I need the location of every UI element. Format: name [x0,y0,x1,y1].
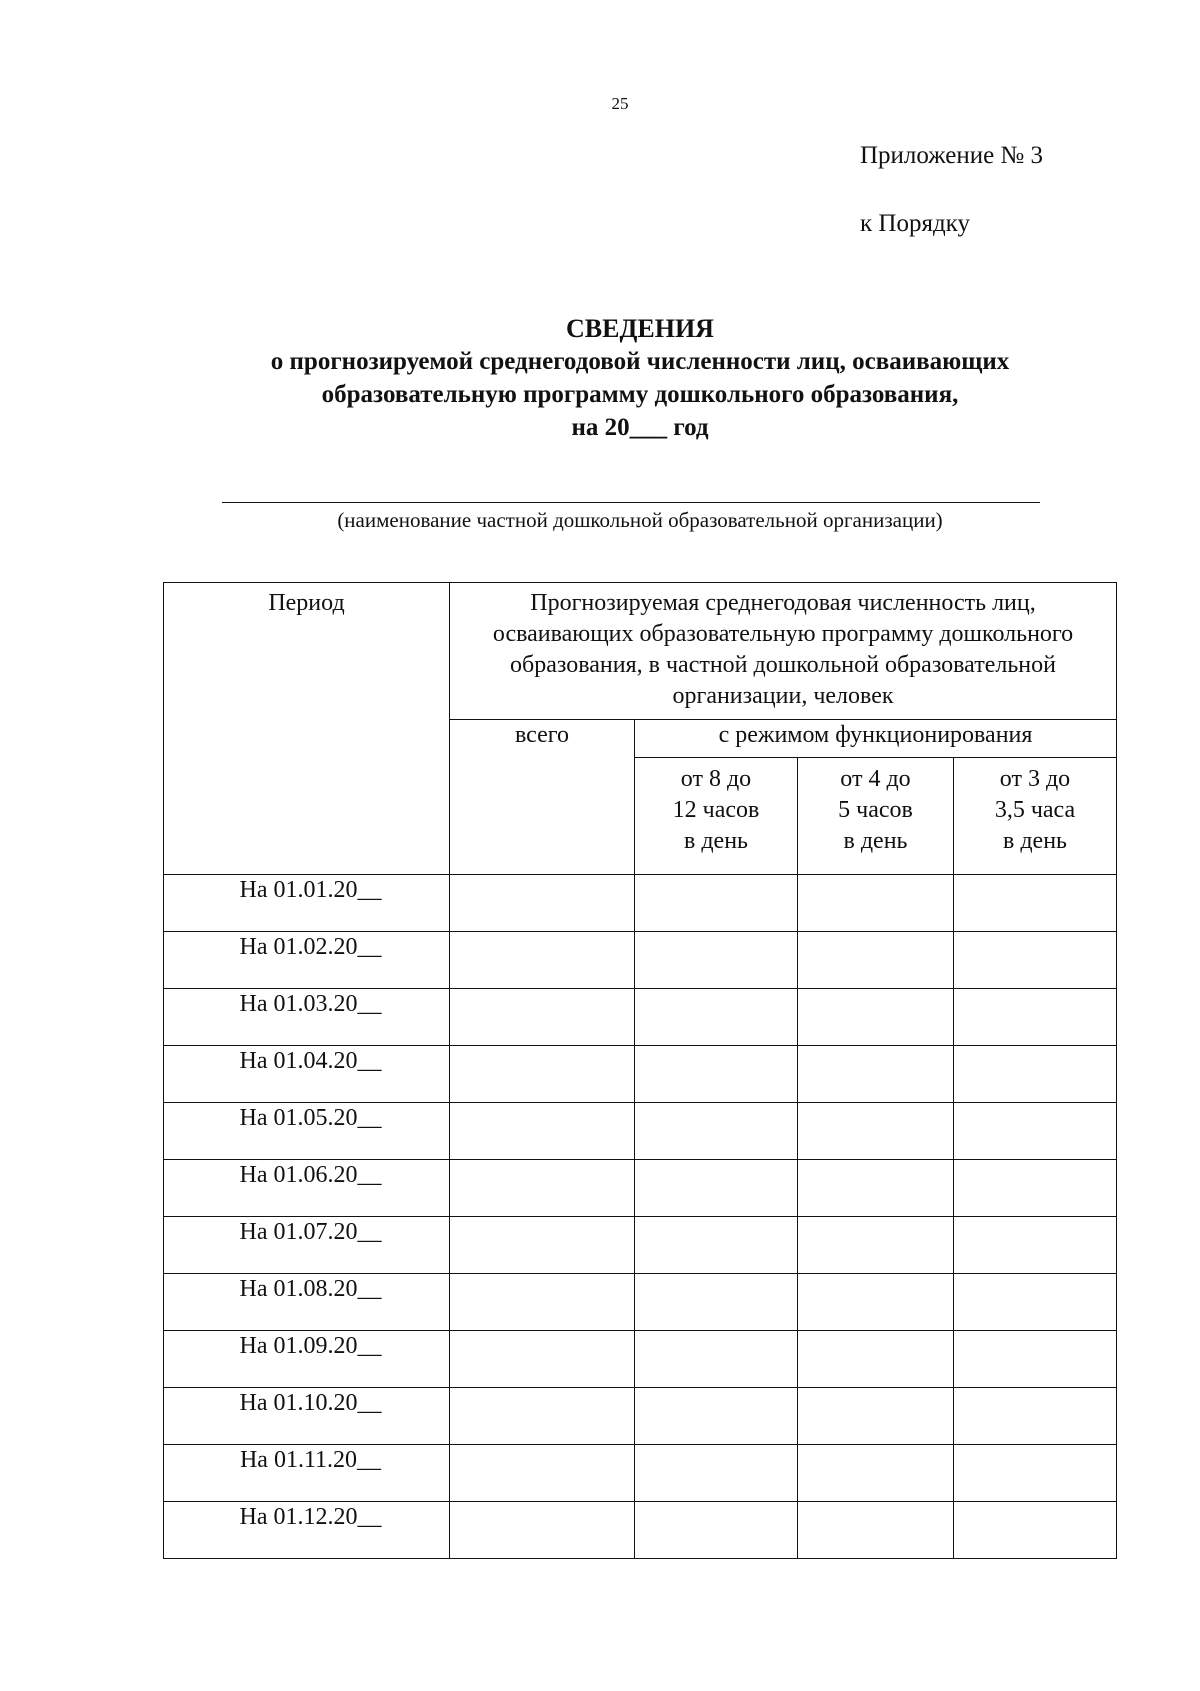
period-cell: На 01.05.20__ [164,1103,450,1160]
value-cell-mode-4-5 [798,1331,954,1388]
value-cell-mode-8-12 [635,1103,798,1160]
value-cell-mode-8-12 [635,989,798,1046]
header-mode-4-5-hours: от 4 до 5 часов в день [798,758,954,875]
value-cell-total [450,1217,635,1274]
value-cell-mode-4-5 [798,1217,954,1274]
table-row [164,1103,1117,1160]
forecast-table [163,582,1117,1559]
value-cell-total [450,1331,635,1388]
value-cell-mode-4-5 [798,1388,954,1445]
table-row [164,932,1117,989]
period-cell: На 01.04.20__ [164,1046,450,1103]
organization-name-caption: (наименование частной дошкольной образовательной организации) [337,508,943,532]
period-cell: На 01.12.20__ [164,1502,450,1559]
value-cell-mode-8-12 [635,1217,798,1274]
value-cell-mode-4-5 [798,1103,954,1160]
value-cell-mode-8-12 [635,1388,798,1445]
value-cell-total [450,989,635,1046]
period-cell: На 01.08.20__ [164,1274,450,1331]
value-cell-total [450,1103,635,1160]
table-row [164,1502,1117,1559]
value-cell-total [450,932,635,989]
document-title-block [160,312,1120,444]
value-cell-mode-8-12 [635,1274,798,1331]
value-cell-mode-3-3-5 [954,1217,1117,1274]
value-cell-mode-3-3-5 [954,1274,1117,1331]
value-cell-mode-3-3-5 [954,1502,1117,1559]
header-mode-3-3-5-hours: от 3 до 3,5 часа в день [954,758,1117,875]
table-row [164,1046,1117,1103]
value-cell-total [450,1274,635,1331]
header-mode-8-12-hours: от 8 до 12 часов в день [635,758,798,875]
header-operating-mode: с режимом функционирования [635,720,1117,758]
period-cell: На 01.09.20__ [164,1331,450,1388]
value-cell-mode-4-5 [798,932,954,989]
value-cell-mode-3-3-5 [954,1103,1117,1160]
value-cell-mode-8-12 [635,1046,798,1103]
value-cell-mode-4-5 [798,875,954,932]
period-cell: На 01.11.20__ [164,1445,450,1502]
order-reference: к Порядку [860,210,970,237]
value-cell-total [450,1160,635,1217]
document-title: СВЕДЕНИЯ [566,314,714,343]
header-total: всего [450,720,635,875]
document-subtitle-line-1: о прогнозируемой среднегодовой численности лиц, осваивающих [270,348,1010,375]
table-row [164,1388,1117,1445]
value-cell-mode-3-3-5 [954,875,1117,932]
period-cell: На 01.10.20__ [164,1388,450,1445]
period-cell: На 01.07.20__ [164,1217,450,1274]
value-cell-mode-8-12 [635,1445,798,1502]
value-cell-mode-3-3-5 [954,989,1117,1046]
value-cell-total [450,875,635,932]
document-subtitle-line-3: на 20___ год [571,414,709,441]
table-row [164,1445,1117,1502]
value-cell-mode-3-3-5 [954,1445,1117,1502]
value-cell-total [450,1046,635,1103]
value-cell-total [450,1388,635,1445]
header-forecast: Прогнозируемая среднегодовая численность лиц, осваивающих образовательную программу дошкольного образования, в частной дошкольной образовательной организации, человек [450,583,1117,720]
value-cell-mode-4-5 [798,1502,954,1559]
value-cell-mode-4-5 [798,1274,954,1331]
value-cell-mode-8-12 [635,932,798,989]
value-cell-mode-8-12 [635,875,798,932]
period-cell: На 01.02.20__ [164,932,450,989]
value-cell-mode-3-3-5 [954,932,1117,989]
table-row [164,1274,1117,1331]
value-cell-mode-4-5 [798,989,954,1046]
value-cell-mode-4-5 [798,1445,954,1502]
value-cell-mode-3-3-5 [954,1046,1117,1103]
value-cell-total [450,1502,635,1559]
value-cell-mode-8-12 [635,1331,798,1388]
value-cell-mode-3-3-5 [954,1388,1117,1445]
organization-name-line [222,502,1040,503]
value-cell-mode-4-5 [798,1046,954,1103]
document-subtitle-line-2: образовательную программу дошкольного образования, [321,381,959,408]
table-row [164,989,1117,1046]
period-cell: На 01.03.20__ [164,989,450,1046]
table-row [164,1160,1117,1217]
value-cell-mode-3-3-5 [954,1160,1117,1217]
period-cell: На 01.06.20__ [164,1160,450,1217]
appendix-label: Приложение № 3 [860,142,1044,169]
table-body [164,875,1117,1559]
table-row [164,1217,1117,1274]
table-row [164,1331,1117,1388]
table-row [164,875,1117,932]
value-cell-mode-3-3-5 [954,1331,1117,1388]
value-cell-mode-8-12 [635,1502,798,1559]
page-number: 25 [611,94,629,113]
period-cell: На 01.01.20__ [164,875,450,932]
header-period: Период [164,583,450,875]
value-cell-total [450,1445,635,1502]
value-cell-mode-4-5 [798,1160,954,1217]
value-cell-mode-8-12 [635,1160,798,1217]
